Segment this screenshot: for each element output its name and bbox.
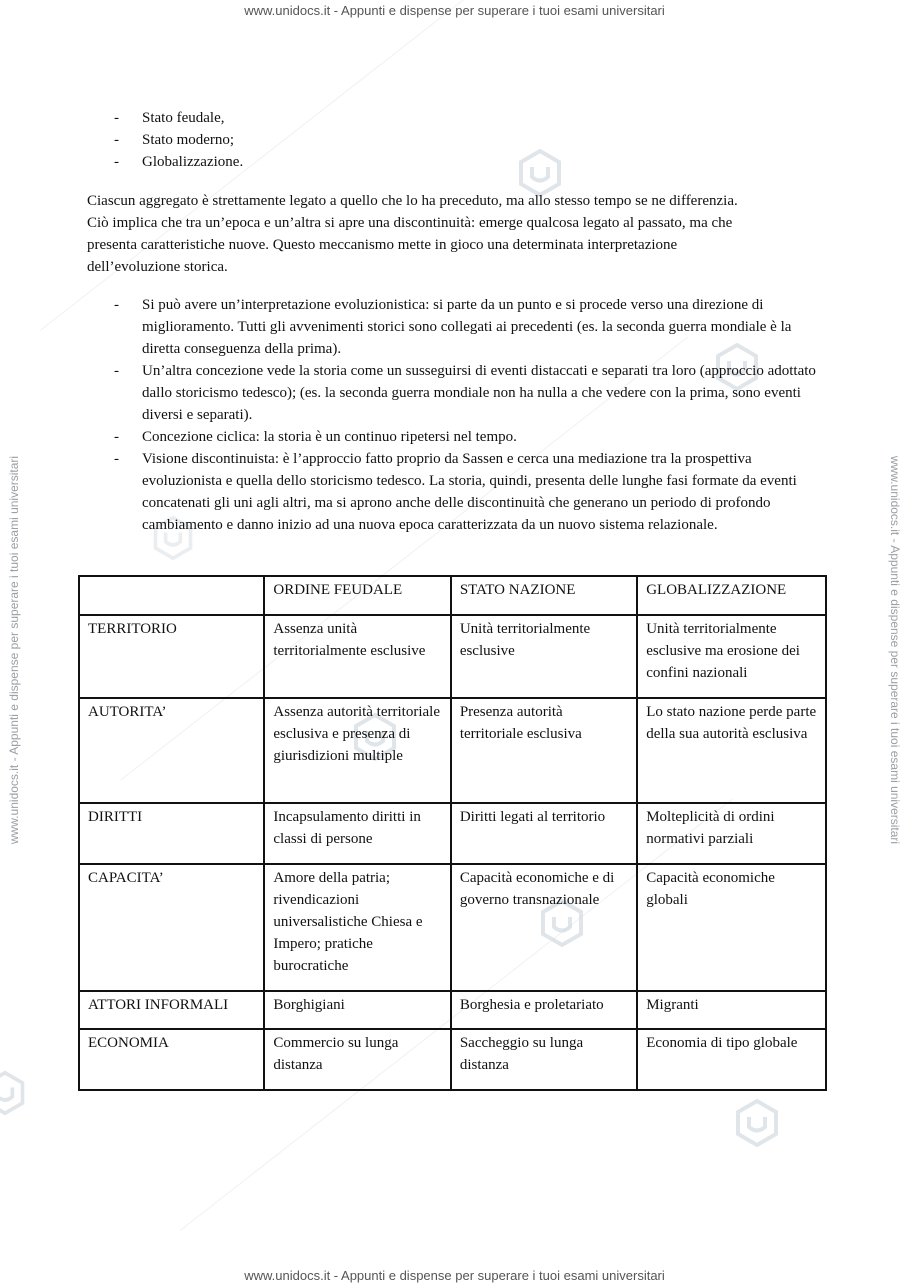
unidocs-logo-icon [732, 1098, 782, 1148]
table-cell: Assenza autorità territoriale esclusiva e presenza di giurisdizioni multiple [264, 698, 450, 803]
table-cell: Assenza unità territorialmente esclusive [264, 615, 450, 698]
table-row [79, 991, 826, 1029]
list-item: - Si può avere un’interpretazione evoluzionistica: si parte da un punto e si procede verso una direzione di miglioramento. Tutti gli avvenimenti storici sono collegati ai precedenti (es. la seconda guerra mondiale è la diretta conseguenza della prima). [114, 294, 824, 360]
list-item: - Un’altra concezione vede la storia come un susseguirsi di eventi distaccati e separati tra loro (approccio adottato dallo storicismo tedesco); (es. la seconda guerra mondiale non ha nulla a che vedere con la prima, sono eventi diversi e separati). [114, 360, 824, 426]
table-cell: Capacità economiche e di governo transnazionale [451, 864, 637, 991]
table-header-cell [79, 576, 264, 615]
bullet: - [114, 363, 119, 379]
table-row [79, 803, 826, 864]
bullet: - [114, 429, 119, 445]
table-row [79, 698, 826, 803]
table-cell: Capacità economiche globali [637, 864, 826, 991]
intro-paragraph [87, 190, 827, 278]
table-cell: Borghigiani [264, 991, 450, 1029]
side-watermark-left: www.unidocs.it - Appunti e dispense per superare i tuoi esami universitari [7, 455, 21, 845]
aggregates-list [114, 107, 824, 173]
table-cell: Saccheggio su lunga distanza [451, 1029, 637, 1090]
table-cell: Borghesia e proletariato [451, 991, 637, 1029]
table-row-label: ECONOMIA [79, 1029, 264, 1090]
paragraph-line: dell’evoluzione storica. [87, 259, 228, 275]
table-row-label: CAPACITA’ [79, 864, 264, 991]
side-watermark-right: www.unidocs.it - Appunti e dispense per superare i tuoi esami universitari [888, 455, 902, 845]
table-cell: Unità territorialmente esclusive [451, 615, 637, 698]
page-header: www.unidocs.it - Appunti e dispense per superare i tuoi esami universitari [244, 3, 665, 18]
interpretations-list [114, 294, 824, 536]
table-cell: Unità territorialmente esclusive ma erosione dei confini nazionali [637, 615, 826, 698]
table-cell: Diritti legati al territorio [451, 803, 637, 864]
list-item: - Stato feudale, [114, 107, 824, 129]
table-cell: Amore della patria; rivendicazioni universalistiche Chiesa e Impero; pratiche burocratiche [264, 864, 450, 991]
page-footer: www.unidocs.it - Appunti e dispense per superare i tuoi esami universitari [244, 1268, 665, 1283]
table-cell: Migranti [637, 991, 826, 1029]
table-row [79, 1029, 826, 1090]
table-cell: Lo stato nazione perde parte della sua autorità esclusiva [637, 698, 826, 803]
table-row-label: ATTORI INFORMALI [79, 991, 264, 1029]
table-header-cell: STATO NAZIONE [451, 576, 637, 615]
comparison-table [78, 575, 827, 1091]
table-header-cell: GLOBALIZZAZIONE [637, 576, 826, 615]
table-row-label: TERRITORIO [79, 615, 264, 698]
table-row [79, 615, 826, 698]
list-item: - Stato moderno; [114, 129, 824, 151]
table-cell: Economia di tipo globale [637, 1029, 826, 1090]
list-item: - Concezione ciclica: la storia è un continuo ripetersi nel tempo. [114, 426, 824, 448]
table-cell: Commercio su lunga distanza [264, 1029, 450, 1090]
paragraph-line: Ciò implica che tra un’epoca e un’altra si apre una discontinuità: emerge qualcosa legato al passato, ma che [87, 215, 733, 231]
bullet: - [114, 451, 119, 467]
bullet: - [114, 132, 119, 148]
bullet: - [114, 154, 119, 170]
list-item: - Globalizzazione. [114, 151, 824, 173]
list-item: - Visione discontinuista: è l’approccio fatto proprio da Sassen e cerca una mediazione tra la prospettiva evoluzionista e quella dello storicismo tedesco. La storia, quindi, presenta delle lunghe fasi formate da eventi concatenati gli uni agli altri, ma si aprono anche delle discontinuità che generano un periodo di profondo cambiamento e danno inizio ad una nuova epoca caratterizzata da un nuovo sistema relazionale. [114, 448, 824, 536]
table-cell: Molteplicità di ordini normativi parziali [637, 803, 826, 864]
table-cell: Presenza autorità territoriale esclusiva [451, 698, 637, 803]
paragraph-line: presenta caratteristiche nuove. Questo meccanismo mette in gioco una determinata interpretazione [87, 237, 678, 253]
table-cell: Incapsulamento diritti in classi di persone [264, 803, 450, 864]
table-row [79, 864, 826, 991]
bullet: - [114, 110, 119, 126]
paragraph-line: Ciascun aggregato è strettamente legato a quello che lo ha preceduto, ma allo stesso tempo se ne differenzia. [87, 193, 738, 209]
table-row-label: AUTORITA’ [79, 698, 264, 803]
table-row-label: DIRITTI [79, 803, 264, 864]
table-header-cell: ORDINE FEUDALE [264, 576, 450, 615]
bullet: - [114, 297, 119, 313]
table-header-row [79, 576, 826, 615]
